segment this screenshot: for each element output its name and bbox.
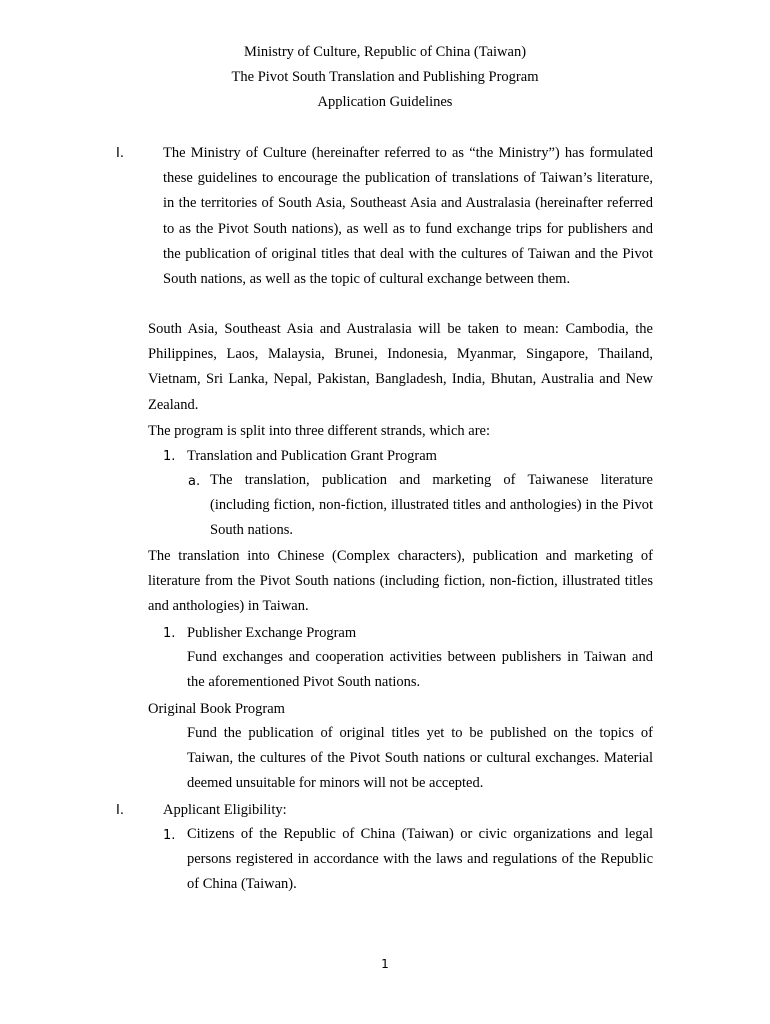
strand-1a-text: The translation, publication and marketing of Taiwanese literature (including fiction, non-fiction, illustrated titles and anthologies) in the Pivot South nations. (210, 472, 653, 539)
section-2-title: Applicant Eligibility: (163, 802, 287, 818)
strand-2-marker: 1. (163, 626, 176, 641)
strands-intro: The program is split into three different strands, which are: (148, 423, 490, 439)
strand-1a-marker: a. (188, 474, 201, 489)
strand-2-text: Fund exchanges and cooperation activities between publishers in Taiwan and the aforementioned Pivot South nations. (187, 649, 653, 691)
section-2-item-1-marker: 1. (163, 828, 176, 843)
strand-2-title: Publisher Exchange Program (187, 625, 357, 641)
header-guidelines: Application Guidelines (317, 94, 453, 110)
section-2-item-1-text: Citizens of the Republic of China (Taiwan) or civic organizations and legal persons registered in accordance with the laws and regulations of the Republic of China (Taiwan). (187, 826, 653, 893)
section-1-marker: I. (116, 146, 124, 161)
section-2-marker: I. (116, 803, 124, 818)
pivot-south-regions: South Asia, Southeast Asia and Australasia will be taken to mean: Cambodia, the Philippines, Laos, Malaysia, Brunei, Indonesia, Myanmar, Singapore, Thailand, Vietnam, Sri Lanka, Nepal, Pakistan, Bangladesh, India, Bhutan, Australia and New Zealand. (148, 321, 653, 413)
strand-1-title: Translation and Publication Grant Program (187, 448, 437, 464)
strand-1-marker: 1. (163, 449, 176, 464)
header-program: The Pivot South Translation and Publishing Program (231, 69, 539, 85)
strand-3-title: Original Book Program (148, 701, 285, 717)
section-1-intro: The Ministry of Culture (hereinafter referred to as “the Ministry”) has formulated these guidelines to encourage the publication of translations of Taiwan’s literature, in the territories of South Asia, Southeast Asia and Australasia (hereinafter referred to as the Pivot South nations), as well as to fund exchange trips for publishers and the publication of original titles that deal with the cultures of Taiwan and the Pivot South nations, as well as the topic of cultural exchange between them. (163, 145, 653, 288)
strand-3-text: Fund the publication of original titles yet to be published on the topics of Taiwan, the cultures of the Pivot South nations or cultural exchanges. Material deemed unsuitable for minors will not be accepted. (187, 725, 653, 792)
strand-1b-text: The translation into Chinese (Complex characters), publication and marketing of literature from the Pivot South nations (including fiction, non-fiction, illustrated titles and anthologies) in Taiwan. (148, 548, 653, 615)
header-ministry: Ministry of Culture, Republic of China (Taiwan) (243, 44, 527, 60)
page-number: 1 (381, 957, 389, 971)
